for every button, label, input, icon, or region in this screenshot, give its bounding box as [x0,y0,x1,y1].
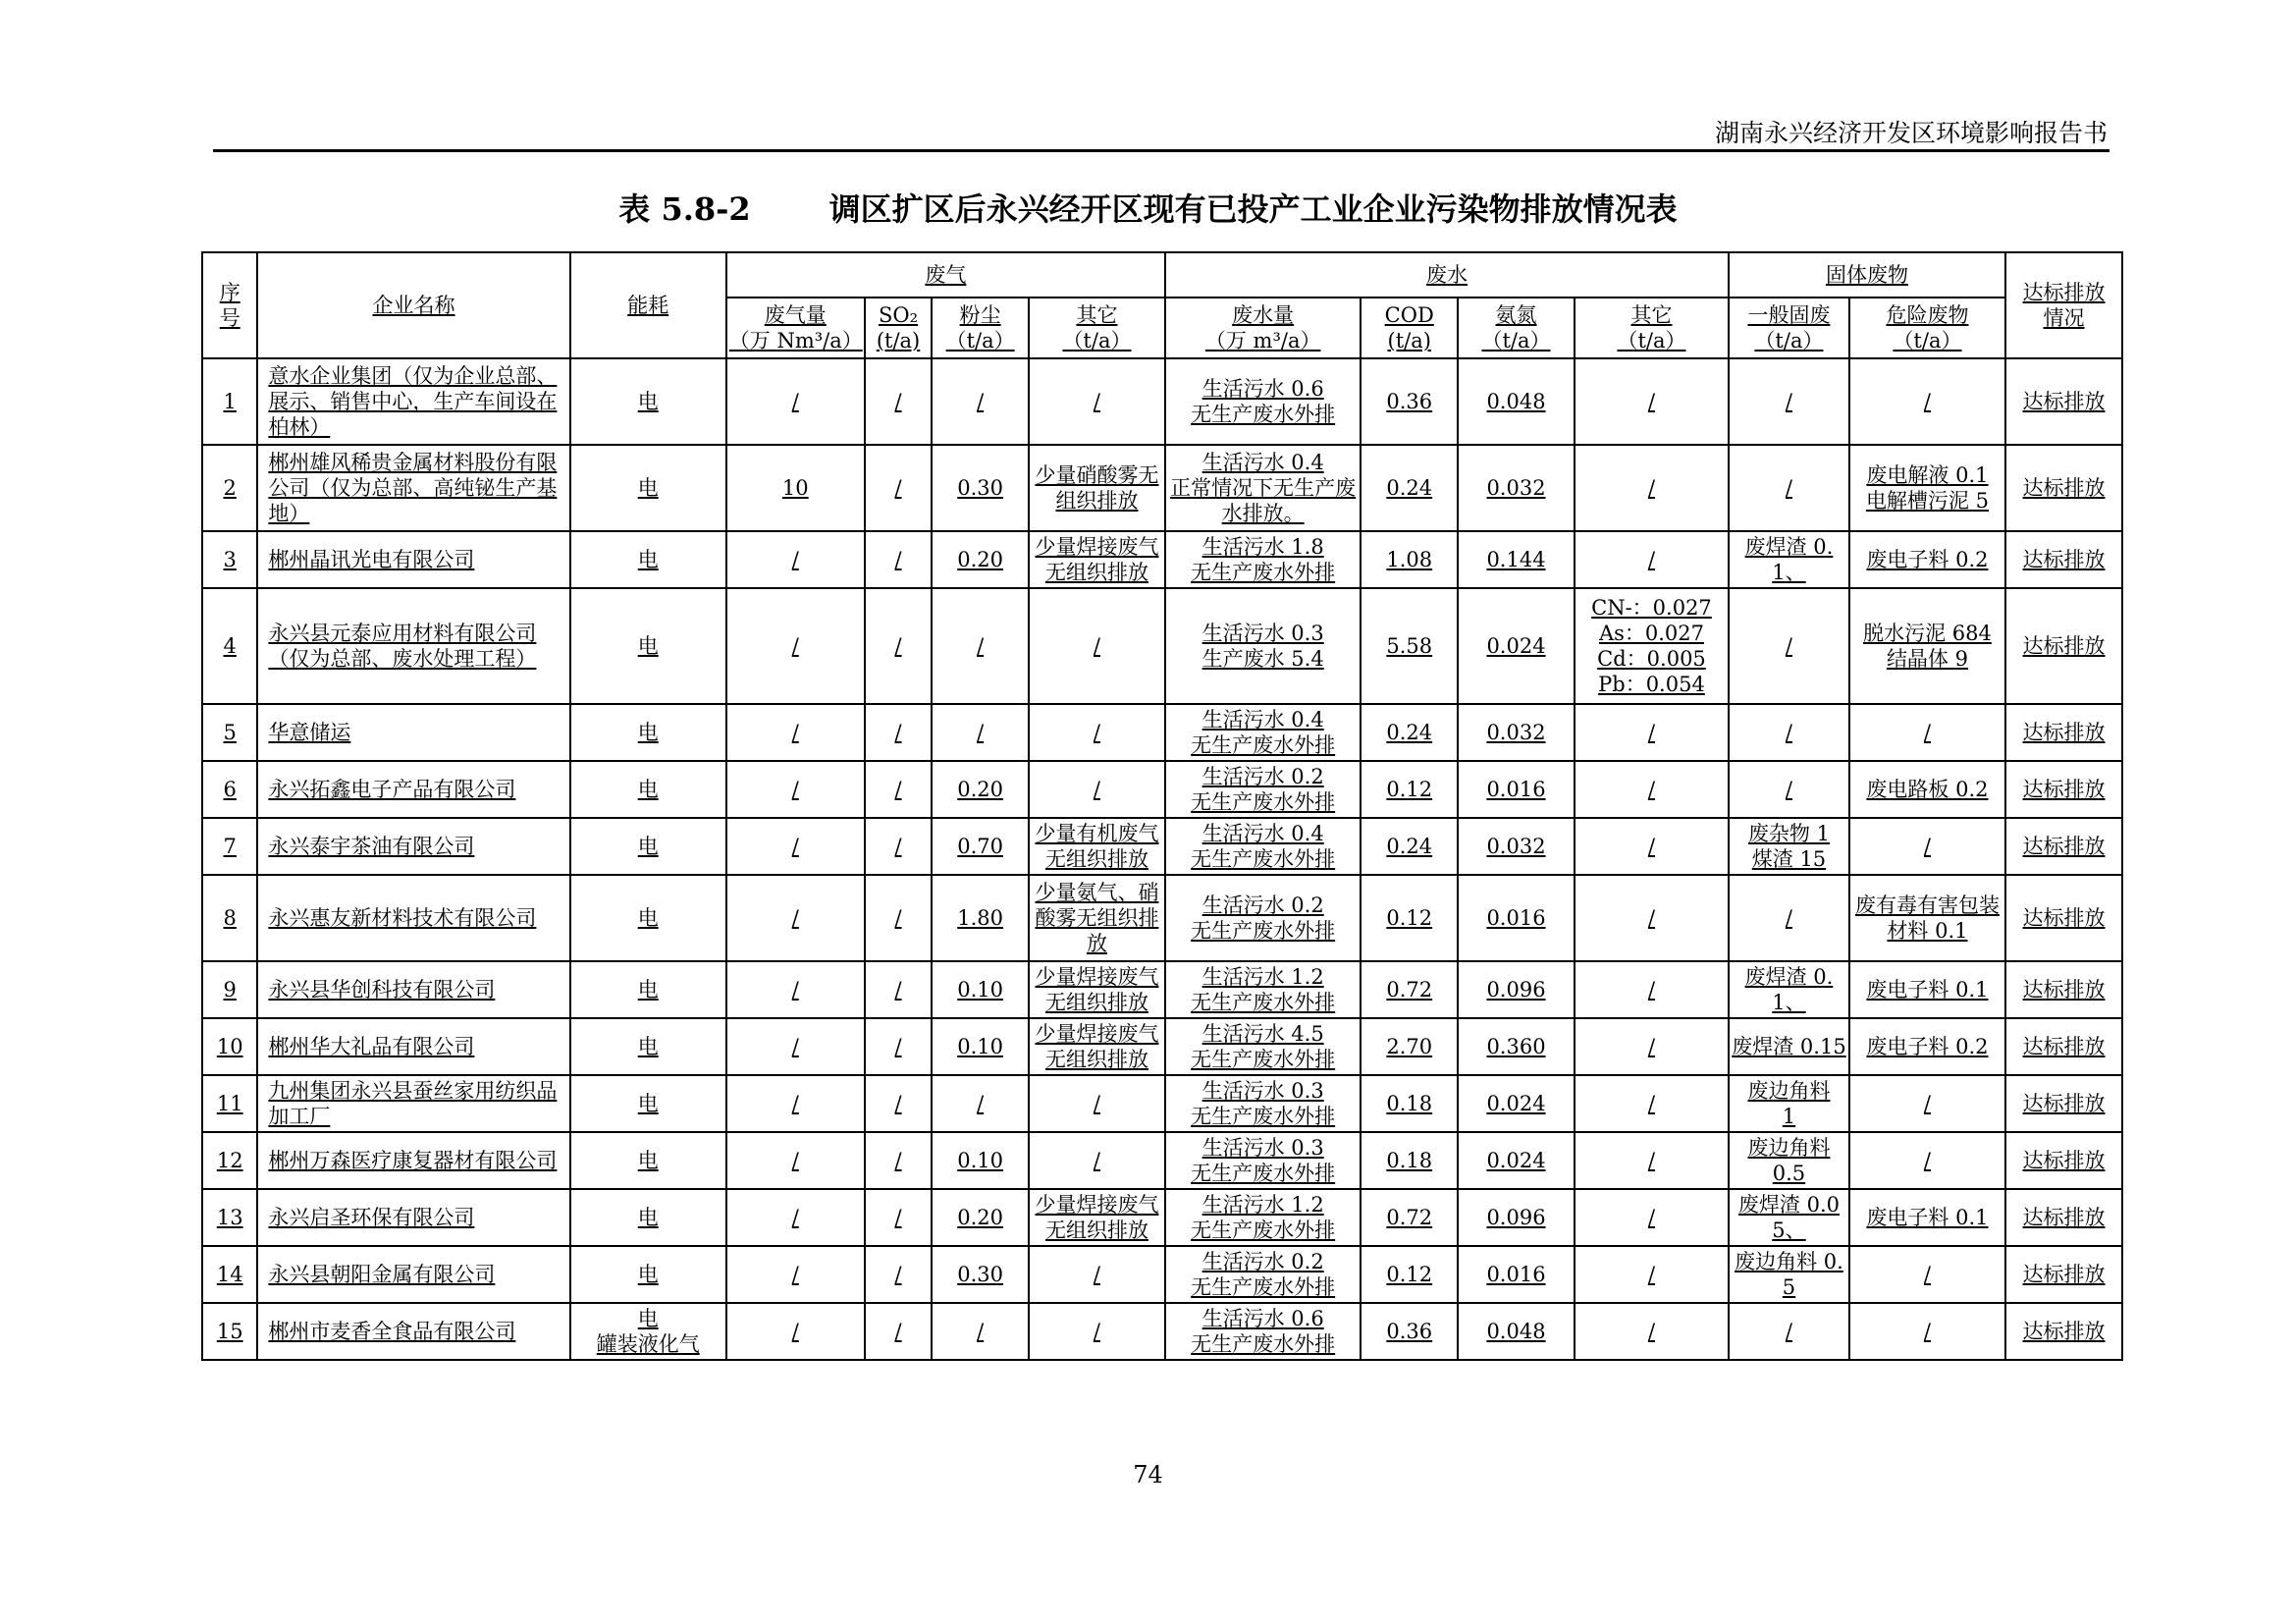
cell-energy: 电 罐装液化气 [570,1303,726,1360]
table-row [202,1246,2122,1303]
cell-name: 华意储运 [257,704,569,761]
cell-nh3: 0.032 [1458,704,1575,761]
cell-so2: / [865,761,932,818]
cell-no: 5 [202,704,257,761]
cell-status: 达标排放 [2005,358,2122,445]
cell-gas-other: / [1029,704,1165,761]
cell-so2: / [865,445,932,531]
cell-hazard: / [1849,1075,2005,1132]
cell-general: 废焊渣 0.05、 [1729,1189,1849,1246]
cell-no: 6 [202,761,257,818]
cell-so2: / [865,961,932,1018]
cell-gas-vol: / [726,875,865,961]
cell-water-vol: 生活污水 0.3 无生产废水外排 [1165,1132,1361,1189]
cell-status: 达标排放 [2005,875,2122,961]
cell-cod: 2.70 [1361,1018,1458,1075]
cell-name: 永兴拓鑫电子产品有限公司 [257,761,569,818]
cell-energy: 电 [570,1132,726,1189]
cell-nh3: 0.024 [1458,588,1575,704]
cell-energy: 电 [570,1189,726,1246]
cell-gas-vol: / [726,1189,865,1246]
cell-name: 永兴启圣环保有限公司 [257,1189,569,1246]
cell-energy: 电 [570,445,726,531]
col-company: 企业名称 [257,252,569,358]
cell-status: 达标排放 [2005,531,2122,588]
cell-name: 郴州万森医疗康复器材有限公司 [257,1132,569,1189]
cell-energy: 电 [570,1246,726,1303]
cell-general: 废边角料 0.5 [1729,1246,1849,1303]
col-seq: 序 号 [202,252,257,358]
cell-water-vol: 生活污水 0.6 无生产废水外排 [1165,1303,1361,1360]
cell-general: / [1729,1303,1849,1360]
cell-hazard: / [1849,1303,2005,1360]
page-number: 74 [1133,1461,1163,1489]
table-body [202,358,2122,1360]
cell-nh3: 0.144 [1458,531,1575,588]
cell-water-vol: 生活污水 0.4 正常情况下无生产废水排放。 [1165,445,1361,531]
cell-hazard: 废电子料 0.2 [1849,1018,2005,1075]
cell-cod: 0.24 [1361,704,1458,761]
cell-water-other: / [1575,761,1729,818]
cell-no: 9 [202,961,257,1018]
cell-no: 8 [202,875,257,961]
cell-name: 意水企业集团（仅为企业总部、展示、销售中心，生产车间设在柏林） [257,358,569,445]
cell-name: 永兴县元泰应用材料有限公司（仅为总部、废水处理工程） [257,588,569,704]
cell-water-vol: 生活污水 0.4 无生产废水外排 [1165,704,1361,761]
cell-no: 2 [202,445,257,531]
cell-nh3: 0.032 [1458,818,1575,875]
table-row [202,445,2122,531]
col-group-solid: 固体废物 [1729,252,2005,298]
cell-gas-other: 少量焊接废气无组织排放 [1029,961,1165,1018]
cell-cod: 0.72 [1361,1189,1458,1246]
cell-gas-other: 少量焊接废气无组织排放 [1029,1018,1165,1075]
cell-water-vol: 生活污水 0.3 生产废水 5.4 [1165,588,1361,704]
cell-hazard: 废电子料 0.1 [1849,961,2005,1018]
cell-nh3: 0.032 [1458,445,1575,531]
cell-water-other: CN-：0.027 As：0.027 Cd：0.005 Pb：0.054 [1575,588,1729,704]
cell-nh3: 0.016 [1458,1246,1575,1303]
cell-nh3: 0.024 [1458,1132,1575,1189]
cell-water-vol: 生活污水 0.4 无生产废水外排 [1165,818,1361,875]
cell-energy: 电 [570,588,726,704]
cell-cod: 0.36 [1361,1303,1458,1360]
cell-no: 1 [202,358,257,445]
cell-gas-other: / [1029,1303,1165,1360]
cell-so2: / [865,1246,932,1303]
cell-energy: 电 [570,704,726,761]
cell-name: 郴州市麦香全食品有限公司 [257,1303,569,1360]
cell-name: 郴州雄风稀贵金属材料股份有限公司（仅为总部、高纯铋生产基地） [257,445,569,531]
col-cod: COD (t/a) [1361,298,1458,358]
col-dust: 粉尘 （t/a） [932,298,1029,358]
cell-general: 废焊渣 0.15 [1729,1018,1849,1075]
cell-name: 郴州华大礼品有限公司 [257,1018,569,1075]
cell-energy: 电 [570,358,726,445]
table-row [202,588,2122,704]
table-row [202,1189,2122,1246]
cell-gas-vol: / [726,761,865,818]
cell-general: / [1729,704,1849,761]
cell-water-other: / [1575,358,1729,445]
col-energy: 能耗 [570,252,726,358]
cell-water-vol: 生活污水 1.2 无生产废水外排 [1165,961,1361,1018]
cell-gas-other: / [1029,588,1165,704]
cell-energy: 电 [570,531,726,588]
cell-gas-vol: / [726,358,865,445]
cell-dust: / [932,1303,1029,1360]
cell-gas-vol: / [726,588,865,704]
cell-water-other: / [1575,1132,1729,1189]
cell-cod: 0.24 [1361,818,1458,875]
cell-no: 13 [202,1189,257,1246]
cell-cod: 0.18 [1361,1075,1458,1132]
cell-status: 达标排放 [2005,1189,2122,1246]
table-row [202,818,2122,875]
cell-cod: 0.12 [1361,875,1458,961]
cell-energy: 电 [570,1018,726,1075]
table-title-text: 调区扩区后永兴经开区现有已投产工业企业污染物排放情况表 [828,190,1678,228]
cell-water-other: / [1575,1246,1729,1303]
cell-gas-vol: / [726,1303,865,1360]
cell-status: 达标排放 [2005,1075,2122,1132]
cell-no: 14 [202,1246,257,1303]
cell-general: / [1729,358,1849,445]
cell-water-vol: 生活污水 0.2 无生产废水外排 [1165,1246,1361,1303]
cell-gas-vol: 10 [726,445,865,531]
cell-water-other: / [1575,1018,1729,1075]
col-so2: SO₂ (t/a) [865,298,932,358]
cell-water-vol: 生活污水 1.8 无生产废水外排 [1165,531,1361,588]
cell-gas-other: / [1029,761,1165,818]
table-row [202,1132,2122,1189]
cell-gas-vol: / [726,1075,865,1132]
cell-status: 达标排放 [2005,818,2122,875]
cell-status: 达标排放 [2005,1132,2122,1189]
cell-dust: 0.20 [932,761,1029,818]
cell-cod: 0.24 [1361,445,1458,531]
cell-dust: 0.10 [932,1132,1029,1189]
cell-nh3: 0.016 [1458,761,1575,818]
document-header-title: 湖南永兴经济开发区环境影响报告书 [1714,119,2108,147]
cell-energy: 电 [570,818,726,875]
col-compliance: 达标排放 情况 [2005,252,2122,358]
cell-water-other: / [1575,1189,1729,1246]
cell-so2: / [865,818,932,875]
cell-gas-vol: / [726,1018,865,1075]
cell-gas-vol: / [726,704,865,761]
cell-water-other: / [1575,875,1729,961]
cell-water-vol: 生活污水 0.2 无生产废水外排 [1165,761,1361,818]
cell-hazard: 废有毒有害包装材料 0.1 [1849,875,2005,961]
cell-nh3: 0.048 [1458,1303,1575,1360]
cell-dust: / [932,588,1029,704]
cell-cod: 0.12 [1361,1246,1458,1303]
col-group-gas: 废气 [726,252,1165,298]
cell-cod: 0.36 [1361,358,1458,445]
cell-gas-other: / [1029,1075,1165,1132]
cell-no: 10 [202,1018,257,1075]
cell-name: 永兴惠友新材料技术有限公司 [257,875,569,961]
cell-status: 达标排放 [2005,1246,2122,1303]
cell-so2: / [865,588,932,704]
cell-energy: 电 [570,875,726,961]
table-row [202,531,2122,588]
cell-so2: / [865,1132,932,1189]
cell-dust: / [932,358,1029,445]
cell-energy: 电 [570,761,726,818]
cell-hazard: 废电子料 0.2 [1849,531,2005,588]
cell-so2: / [865,1303,932,1360]
cell-status: 达标排放 [2005,761,2122,818]
cell-water-vol: 生活污水 0.3 无生产废水外排 [1165,1075,1361,1132]
table-title [0,185,2296,230]
cell-energy: 电 [570,1075,726,1132]
cell-water-other: / [1575,961,1729,1018]
cell-no: 11 [202,1075,257,1132]
cell-water-other: / [1575,531,1729,588]
emission-table [201,251,2123,1361]
cell-so2: / [865,1018,932,1075]
col-water-other: 其它 （t/a） [1575,298,1729,358]
cell-name: 郴州晶讯光电有限公司 [257,531,569,588]
cell-hazard: / [1849,1132,2005,1189]
cell-general: / [1729,588,1849,704]
cell-so2: / [865,704,932,761]
col-nh3: 氨氮 （t/a） [1458,298,1575,358]
cell-status: 达标排放 [2005,588,2122,704]
table-row [202,704,2122,761]
cell-gas-vol: / [726,531,865,588]
cell-energy: 电 [570,961,726,1018]
cell-nh3: 0.096 [1458,961,1575,1018]
table-row [202,761,2122,818]
cell-nh3: 0.048 [1458,358,1575,445]
table-row [202,1075,2122,1132]
cell-gas-other: 少量硝酸雾无组织排放 [1029,445,1165,531]
cell-status: 达标排放 [2005,1303,2122,1360]
col-gas-volume: 废气量 （万 Nm³/a） [726,298,865,358]
cell-general: / [1729,445,1849,531]
header-rule [213,149,2109,152]
col-gas-other: 其它 （t/a） [1029,298,1165,358]
cell-so2: / [865,875,932,961]
cell-so2: / [865,1075,932,1132]
cell-gas-other: / [1029,1246,1165,1303]
cell-dust: 0.30 [932,445,1029,531]
cell-no: 15 [202,1303,257,1360]
table-row [202,358,2122,445]
cell-name: 永兴县朝阳金属有限公司 [257,1246,569,1303]
cell-dust: / [932,704,1029,761]
col-solid-general: 一般固废 （t/a） [1729,298,1849,358]
cell-water-other: / [1575,445,1729,531]
cell-dust: 0.10 [932,1018,1029,1075]
cell-gas-other: 少量有机废气无组织排放 [1029,818,1165,875]
cell-gas-other: 少量氨气、硝酸雾无组织排放 [1029,875,1165,961]
cell-so2: / [865,531,932,588]
cell-so2: / [865,1189,932,1246]
col-solid-hazard: 危险废物 （t/a） [1849,298,2005,358]
table-row [202,1303,2122,1360]
cell-gas-other: / [1029,1132,1165,1189]
cell-name: 永兴泰宇茶油有限公司 [257,818,569,875]
cell-nh3: 0.360 [1458,1018,1575,1075]
cell-water-other: / [1575,1075,1729,1132]
cell-water-vol: 生活污水 0.2 无生产废水外排 [1165,875,1361,961]
col-water-volume: 废水量 （万 m³/a） [1165,298,1361,358]
cell-so2: / [865,358,932,445]
cell-general: 废杂物 1 煤渣 15 [1729,818,1849,875]
cell-gas-other: / [1029,358,1165,445]
table-row [202,875,2122,961]
table-number: 表 5.8-2 [618,190,751,228]
cell-status: 达标排放 [2005,961,2122,1018]
table-row [202,1018,2122,1075]
cell-dust: 0.70 [932,818,1029,875]
cell-gas-other: 少量焊接废气无组织排放 [1029,531,1165,588]
cell-dust: 0.10 [932,961,1029,1018]
cell-name: 永兴县华创科技有限公司 [257,961,569,1018]
cell-water-other: / [1575,704,1729,761]
cell-dust: 1.80 [932,875,1029,961]
table-row [202,961,2122,1018]
cell-hazard: / [1849,358,2005,445]
cell-status: 达标排放 [2005,445,2122,531]
cell-status: 达标排放 [2005,1018,2122,1075]
cell-hazard: / [1849,1246,2005,1303]
cell-dust: 0.20 [932,531,1029,588]
cell-cod: 0.12 [1361,761,1458,818]
cell-name: 九州集团永兴县蚕丝家用纺织品加工厂 [257,1075,569,1132]
cell-status: 达标排放 [2005,704,2122,761]
cell-hazard: / [1849,818,2005,875]
cell-gas-other: 少量焊接废气无组织排放 [1029,1189,1165,1246]
cell-hazard: 废电解液 0.1 电解槽污泥 5 [1849,445,2005,531]
cell-hazard: 废电路板 0.2 [1849,761,2005,818]
cell-general: 废边角料 0.5 [1729,1132,1849,1189]
cell-hazard: 脱水污泥 684 结晶体 9 [1849,588,2005,704]
cell-hazard: / [1849,704,2005,761]
cell-water-other: / [1575,1303,1729,1360]
cell-general: / [1729,875,1849,961]
cell-nh3: 0.096 [1458,1189,1575,1246]
cell-dust: 0.20 [932,1189,1029,1246]
cell-general: 废焊渣 0.1、 [1729,531,1849,588]
cell-nh3: 0.024 [1458,1075,1575,1132]
cell-no: 7 [202,818,257,875]
cell-no: 4 [202,588,257,704]
cell-gas-vol: / [726,1132,865,1189]
cell-hazard: 废电子料 0.1 [1849,1189,2005,1246]
cell-dust: / [932,1075,1029,1132]
cell-water-vol: 生活污水 4.5 无生产废水外排 [1165,1018,1361,1075]
cell-cod: 0.18 [1361,1132,1458,1189]
cell-cod: 0.72 [1361,961,1458,1018]
cell-gas-vol: / [726,961,865,1018]
cell-general: 废边角料 1 [1729,1075,1849,1132]
cell-gas-vol: / [726,1246,865,1303]
cell-water-vol: 生活污水 1.2 无生产废水外排 [1165,1189,1361,1246]
cell-no: 12 [202,1132,257,1189]
cell-general: 废焊渣 0.1、 [1729,961,1849,1018]
cell-gas-vol: / [726,818,865,875]
cell-water-other: / [1575,818,1729,875]
cell-cod: 1.08 [1361,531,1458,588]
col-group-water: 废水 [1165,252,1729,298]
cell-water-vol: 生活污水 0.6 无生产废水外排 [1165,358,1361,445]
cell-nh3: 0.016 [1458,875,1575,961]
cell-general: / [1729,761,1849,818]
cell-dust: 0.30 [932,1246,1029,1303]
cell-no: 3 [202,531,257,588]
cell-cod: 5.58 [1361,588,1458,704]
